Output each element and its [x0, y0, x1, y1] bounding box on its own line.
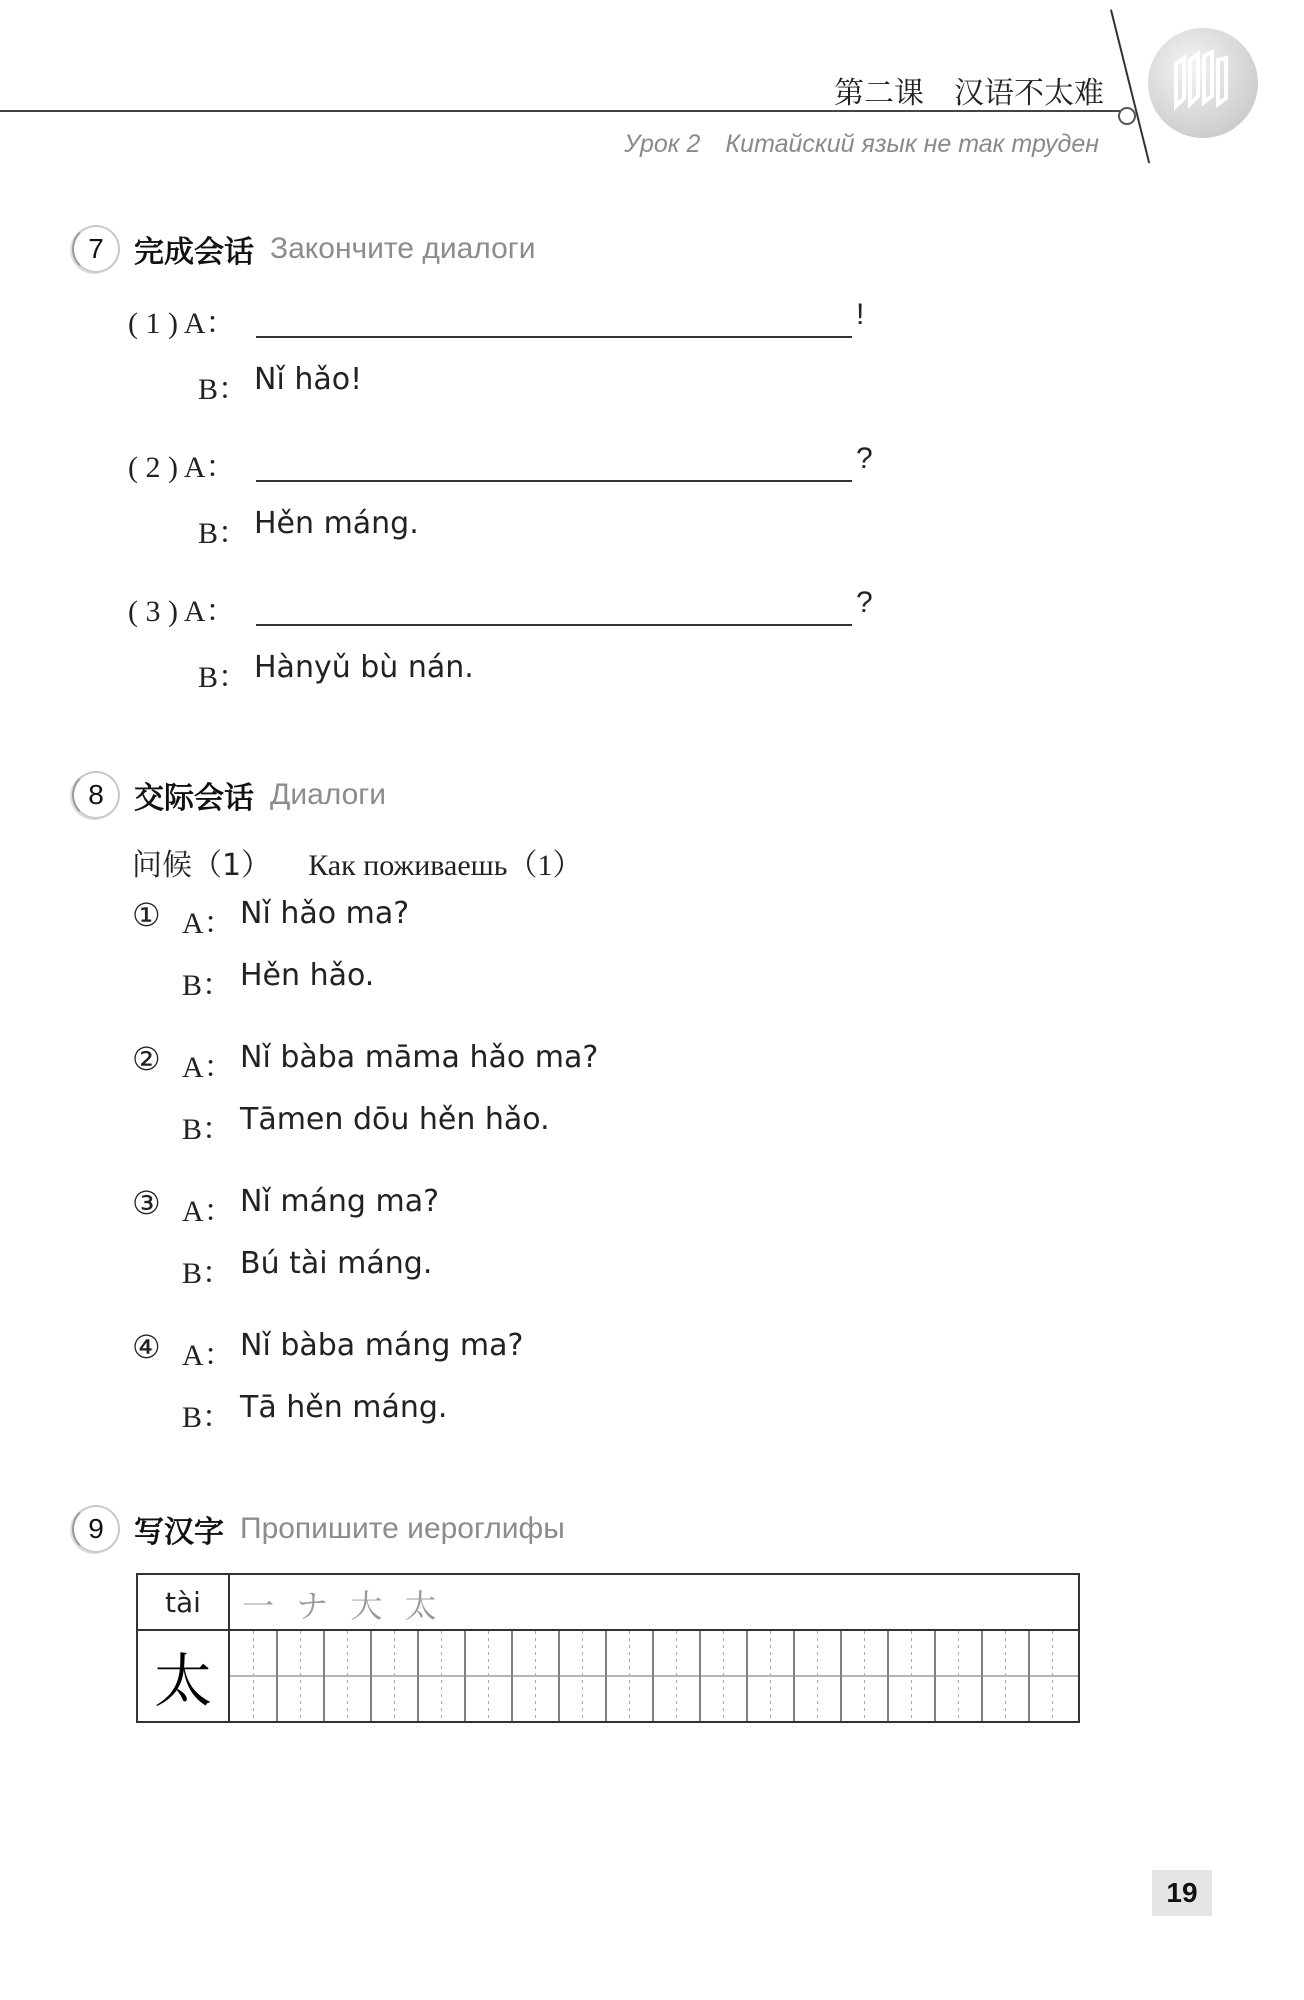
section-9-header — [72, 1504, 565, 1554]
header-title-zh: 第二课 汉语不太难 — [834, 76, 1104, 111]
speaker-b-text: Tā hěn máng. — [240, 1390, 448, 1425]
answer-blank[interactable] — [256, 624, 852, 626]
dialog-subtitle-zh: 问候（1） — [132, 848, 272, 883]
section-title-ru: Диалоги — [270, 778, 386, 811]
speaker-a-label: A： — [182, 907, 234, 940]
dialog-subtitle — [132, 840, 582, 884]
speaker-b-label: B： — [182, 1401, 233, 1434]
speaker-b-label: B： — [198, 373, 249, 406]
section-title-ru: Закончите диалоги — [270, 232, 536, 265]
answer-blank[interactable] — [256, 336, 852, 338]
section-title-zh: 完成会话 — [134, 235, 254, 270]
speaker-b-text: Hěn hǎo. — [240, 958, 375, 993]
header-title-ru: Урок 2 Китайский язык не так труден — [624, 130, 1099, 158]
speaker-a-label: A： — [182, 1051, 234, 1084]
section-7-header — [72, 224, 536, 274]
speaker-a-text: Nǐ máng ma? — [240, 1184, 440, 1219]
dialog-marker: ④ — [132, 1328, 161, 1366]
answer-blank[interactable] — [256, 480, 852, 482]
exercise-label: ( 1 ) A： — [128, 307, 236, 340]
speaker-b-label: B： — [198, 517, 249, 550]
speaker-a-label: A： — [182, 1195, 234, 1228]
page-number: 19 — [1152, 1870, 1212, 1916]
speaker-a-label: A： — [182, 1339, 234, 1372]
speaker-a-text: Nǐ hǎo ma? — [240, 896, 410, 931]
exercise-label: ( 2 ) A： — [128, 451, 236, 484]
practice-cells[interactable] — [230, 1631, 1078, 1721]
section-title-zh: 交际会话 — [134, 781, 254, 816]
grid-pinyin: tài — [138, 1575, 230, 1629]
speaker-b-label: B： — [198, 661, 249, 694]
section-8-header — [72, 770, 386, 820]
book-logo-icon — [1148, 28, 1258, 138]
exercise-label: ( 3 ) A： — [128, 595, 236, 628]
speaker-b-label: B： — [182, 1113, 233, 1146]
answer-end-punct: ? — [856, 586, 873, 619]
speaker-b-text: Tāmen dōu hěn hǎo. — [240, 1102, 550, 1137]
dialog-marker: ② — [132, 1040, 161, 1078]
section-number: 7 — [72, 225, 120, 273]
speaker-b-text: Bú tài máng. — [240, 1246, 433, 1281]
section-number: 9 — [72, 1505, 120, 1553]
character-writing-grid — [136, 1573, 1080, 1723]
section-title-zh: 写汉字 — [134, 1515, 224, 1550]
dialog-marker: ③ — [132, 1184, 161, 1222]
model-character: 太 — [138, 1631, 230, 1721]
stroke-order: 一 ナ 大 太 — [242, 1587, 443, 1625]
dialog-subtitle-ru: Как поживаешь（1） — [308, 849, 583, 882]
speaker-a-text: Nǐ bàba māma hǎo ma? — [240, 1040, 599, 1075]
section-title-ru: Пропишите иероглифы — [240, 1512, 565, 1545]
header-divider — [1110, 10, 1150, 164]
speaker-b-text: Nǐ hǎo! — [254, 362, 363, 397]
speaker-b-label: B： — [182, 969, 233, 1002]
answer-end-punct: ? — [856, 442, 873, 475]
dialog-marker: ① — [132, 896, 161, 934]
header-ring — [1118, 107, 1136, 125]
speaker-a-text: Nǐ bàba máng ma? — [240, 1328, 524, 1363]
speaker-b-label: B： — [182, 1257, 233, 1290]
speaker-b-text: Hànyǔ bù nán. — [254, 650, 474, 685]
section-number: 8 — [72, 771, 120, 819]
answer-end-punct: ! — [856, 298, 865, 331]
speaker-b-text: Hěn máng. — [254, 506, 419, 541]
